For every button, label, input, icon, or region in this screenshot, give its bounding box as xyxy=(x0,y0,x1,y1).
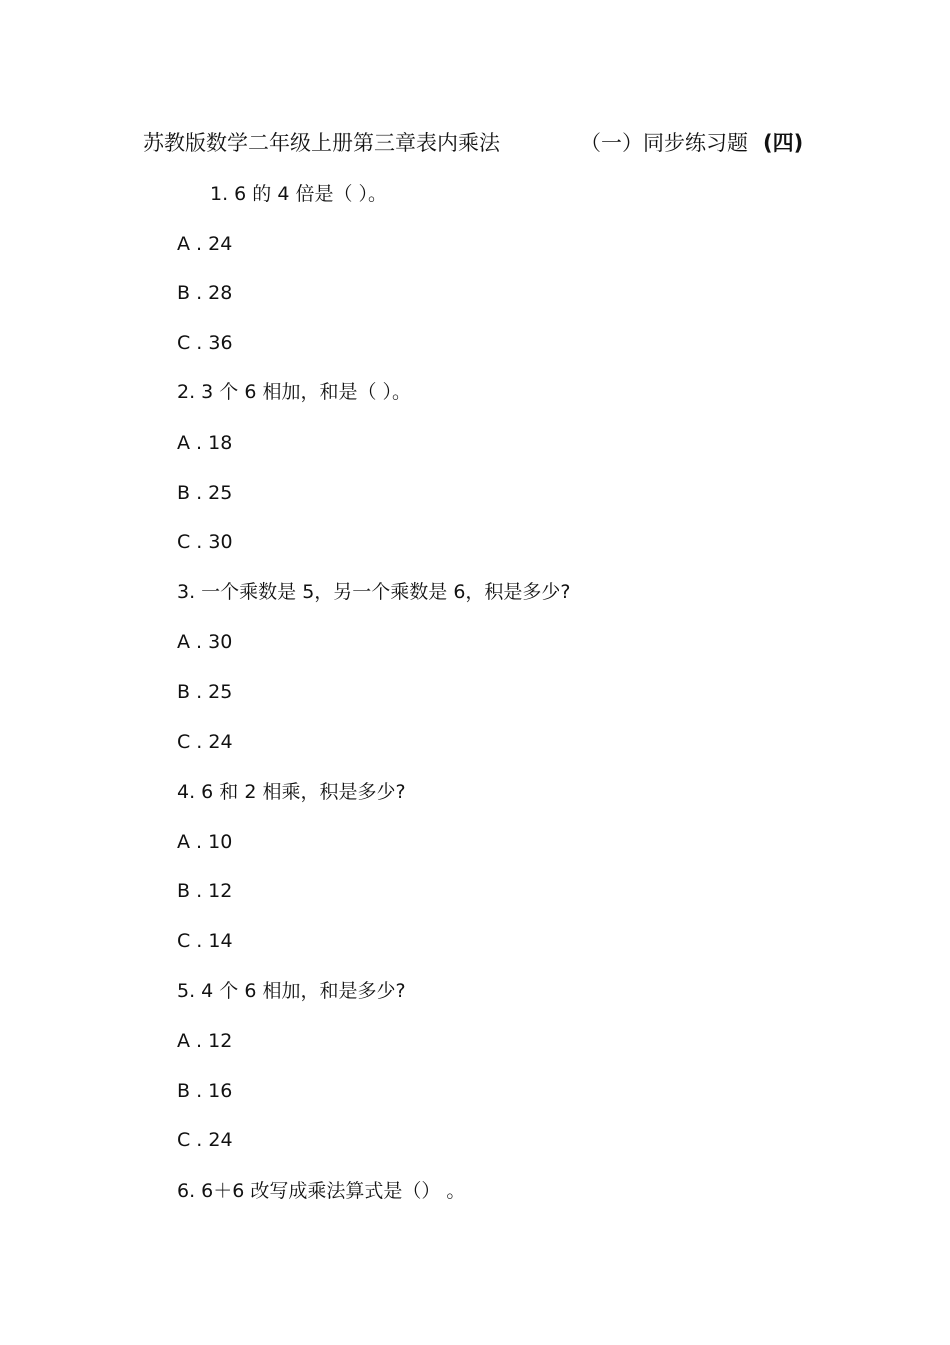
question-4-option-a: A . 10 xyxy=(177,831,233,853)
question-2-stem: 2. 3 个 6 相加，和是（ ）。 xyxy=(177,381,412,403)
title-main: 苏教版数学二年级上册第三章表内乘法 xyxy=(143,131,500,155)
question-3-option-a: A . 30 xyxy=(177,631,233,653)
question-5-option-c: C . 24 xyxy=(177,1129,233,1151)
question-3-stem: 3. 一个乘数是 5，另一个乘数是 6，积是多少? xyxy=(177,581,571,603)
question-3-option-b: B . 25 xyxy=(177,681,233,703)
question-4-option-c: C . 14 xyxy=(177,930,233,952)
document-title xyxy=(143,127,843,159)
title-sub: （一）同步练习题 xyxy=(580,131,748,155)
question-2-option-b: B . 25 xyxy=(177,482,233,504)
question-1-option-c: C . 36 xyxy=(177,332,233,354)
question-4-option-b: B . 12 xyxy=(177,880,233,902)
question-1-option-a: A . 24 xyxy=(177,233,233,255)
question-2-option-a: A . 18 xyxy=(177,432,233,454)
title-number: (四) xyxy=(763,131,804,155)
question-2-option-c: C . 30 xyxy=(177,531,233,553)
question-5-stem: 5. 4 个 6 相加，和是多少? xyxy=(177,980,406,1002)
question-5-option-b: B . 16 xyxy=(177,1080,233,1102)
question-1-option-b: B . 28 xyxy=(177,282,233,304)
question-6-stem: 6. 6＋6 改写成乘法算式是（） 。 xyxy=(177,1180,466,1202)
question-4-stem: 4. 6 和 2 相乘，积是多少? xyxy=(177,781,406,803)
question-3-option-c: C . 24 xyxy=(177,731,233,753)
question-5-option-a: A . 12 xyxy=(177,1030,233,1052)
question-1-stem: 1. 6 的 4 倍是（ ）。 xyxy=(210,183,388,205)
